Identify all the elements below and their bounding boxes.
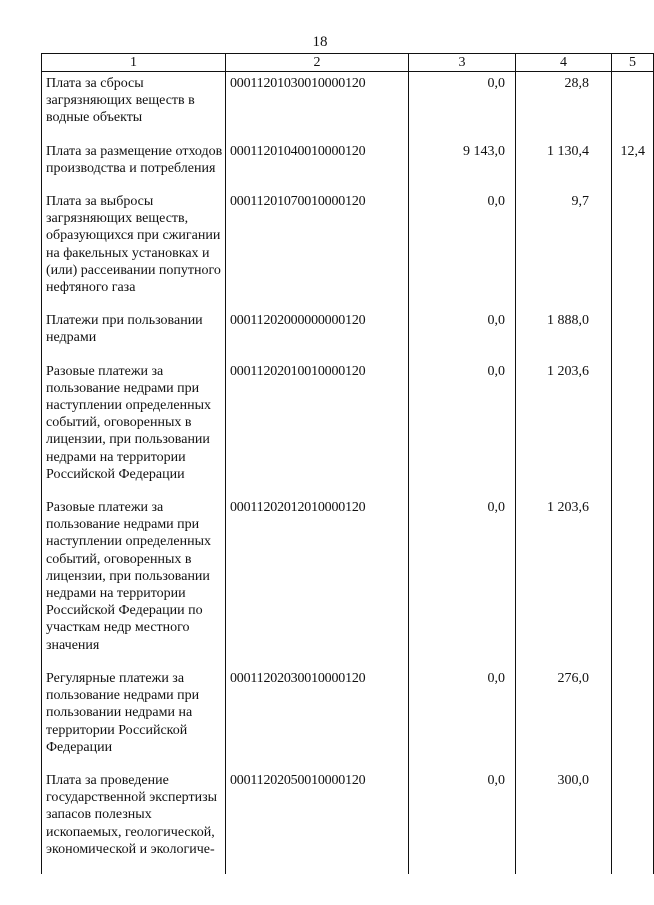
row-code: 00011202010010000120 (226, 363, 409, 499)
row-col5 (612, 363, 654, 499)
row-code: 00011201030010000120 (226, 72, 409, 143)
row-col5 (612, 72, 654, 143)
row-col3: 0,0 (409, 670, 516, 772)
header-col-5: 5 (612, 54, 654, 72)
row-col4: 1 130,4 (516, 143, 612, 193)
page-number: 18 (312, 34, 328, 50)
table-row (42, 143, 654, 193)
row-col3: 0,0 (409, 772, 516, 874)
row-name: Регулярные платежи за пользование недрами при пользовании недрами на территории Российской Федерации (42, 670, 226, 772)
row-name: Плата за выбросы загрязняющих веществ, образующихся при сжигании на факельных установках и (или) рассеивании попутного нефтяного газа (42, 193, 226, 312)
row-col3: 9 143,0 (409, 143, 516, 193)
row-name: Разовые платежи за пользование недрами при наступлении определенных событий, оговоренных в лицензии, при пользовании недрами на территории Российской Федерации по участкам недр местного значения (42, 499, 226, 670)
row-col4: 1 203,6 (516, 499, 612, 670)
row-code: 00011202050010000120 (226, 772, 409, 874)
table-row (42, 363, 654, 499)
table-body (42, 72, 654, 874)
row-name: Плата за размещение отходов производства и потребления (42, 143, 226, 193)
table-row (42, 772, 654, 874)
row-col4: 1 888,0 (516, 312, 612, 362)
table-row (42, 72, 654, 143)
row-col5 (612, 312, 654, 362)
row-col4: 28,8 (516, 72, 612, 143)
row-name: Плата за сбросы загрязняющих веществ в водные объекты (42, 72, 226, 143)
row-col3: 0,0 (409, 193, 516, 312)
row-col5 (612, 499, 654, 670)
row-name: Плата за проведение государственной экспертизы запасов полезных ископаемых, геологической, экономической и экологиче- (42, 772, 226, 874)
row-col5: 12,4 (612, 143, 654, 193)
table-header (42, 54, 654, 72)
header-col-1: 1 (42, 54, 226, 72)
budget-table (41, 53, 654, 874)
table-row (42, 670, 654, 772)
table-row (42, 499, 654, 670)
table-row (42, 193, 654, 312)
row-code: 00011202012010000120 (226, 499, 409, 670)
row-code: 00011201040010000120 (226, 143, 409, 193)
row-code: 00011202030010000120 (226, 670, 409, 772)
row-col3: 0,0 (409, 72, 516, 143)
header-col-4: 4 (516, 54, 612, 72)
header-col-3: 3 (409, 54, 516, 72)
row-col5 (612, 193, 654, 312)
table-row (42, 312, 654, 362)
row-code: 00011202000000000120 (226, 312, 409, 362)
header-col-2: 2 (226, 54, 409, 72)
row-col3: 0,0 (409, 499, 516, 670)
row-col5 (612, 670, 654, 772)
row-col3: 0,0 (409, 312, 516, 362)
row-name: Платежи при пользовании недрами (42, 312, 226, 362)
row-col4: 1 203,6 (516, 363, 612, 499)
row-col4: 9,7 (516, 193, 612, 312)
row-name: Разовые платежи за пользование недрами при наступлении определенных событий, оговоренных в лицензии, при пользовании недрами на территории Российской Федерации (42, 363, 226, 499)
row-col4: 276,0 (516, 670, 612, 772)
row-col4: 300,0 (516, 772, 612, 874)
header-row (42, 54, 654, 72)
row-code: 00011201070010000120 (226, 193, 409, 312)
row-col3: 0,0 (409, 363, 516, 499)
row-col5 (612, 772, 654, 874)
